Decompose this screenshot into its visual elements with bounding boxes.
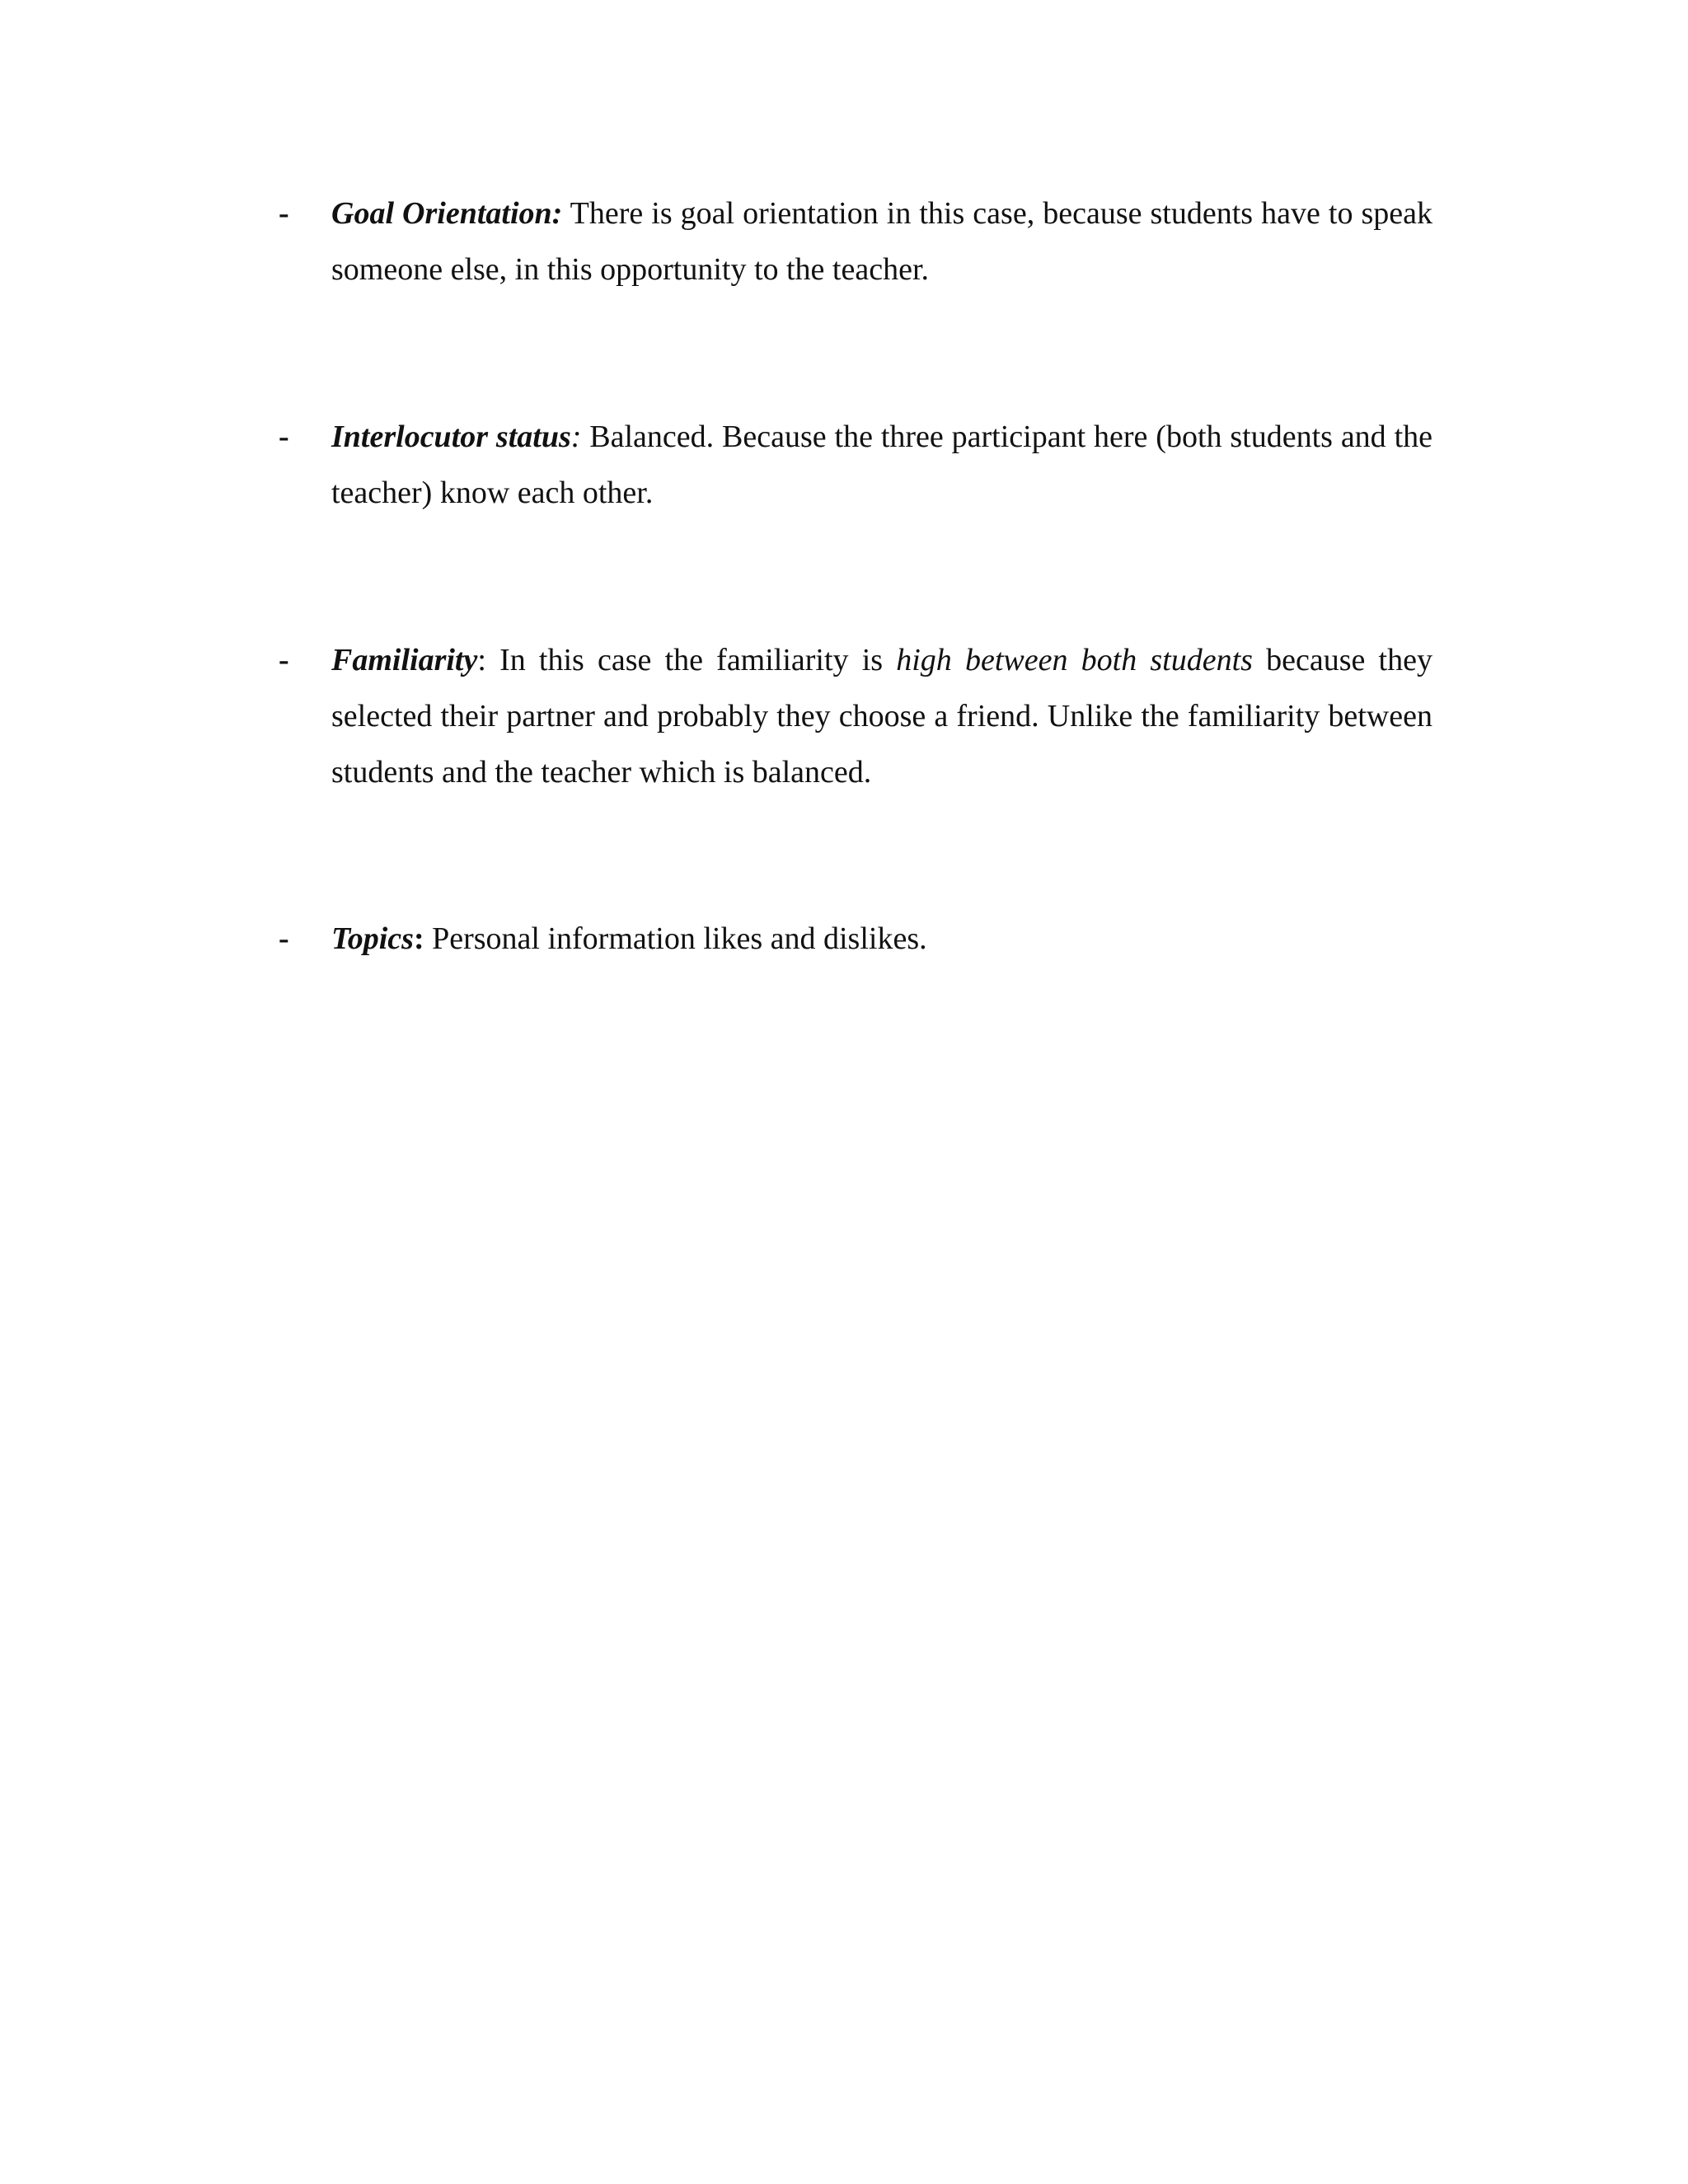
bullet-term: Familiarity [331,643,478,677]
bullet-term: Goal Orientation: [331,196,563,231]
bullet-body: There is goal orientation in this case, because students have to speak someone else, in this opportunity to the teacher. [331,196,1432,287]
bullet-dash: - [279,419,289,454]
bullet-text [331,632,1432,800]
bullet-body: Personal information likes and dislikes. [424,921,927,956]
bullet-separator: : [570,419,582,454]
bullet-dash: - [279,196,289,231]
bullet-text [331,409,1432,521]
bullet-emphasis: high between both students [896,643,1253,677]
bullet-body-before: In this case the familiarity is [485,643,897,677]
bullet-term: Interlocutor status [331,419,571,454]
bullet-text [331,185,1432,298]
bullet-separator: : [413,921,424,956]
bullet-body: Balanced. Because the three participant here (both students and the teacher) know each other. [331,419,1432,510]
bullet-dash: - [279,643,289,677]
bullet-dash: - [279,921,289,956]
bullet-term: Topics [331,921,414,956]
bullet-text [331,911,1432,967]
bullet-separator: : [477,643,486,677]
bullet-body-after: because they selected their partner and probably they choose a friend. Unlike the familiarity between students and the teacher which is balanced. [331,643,1432,790]
